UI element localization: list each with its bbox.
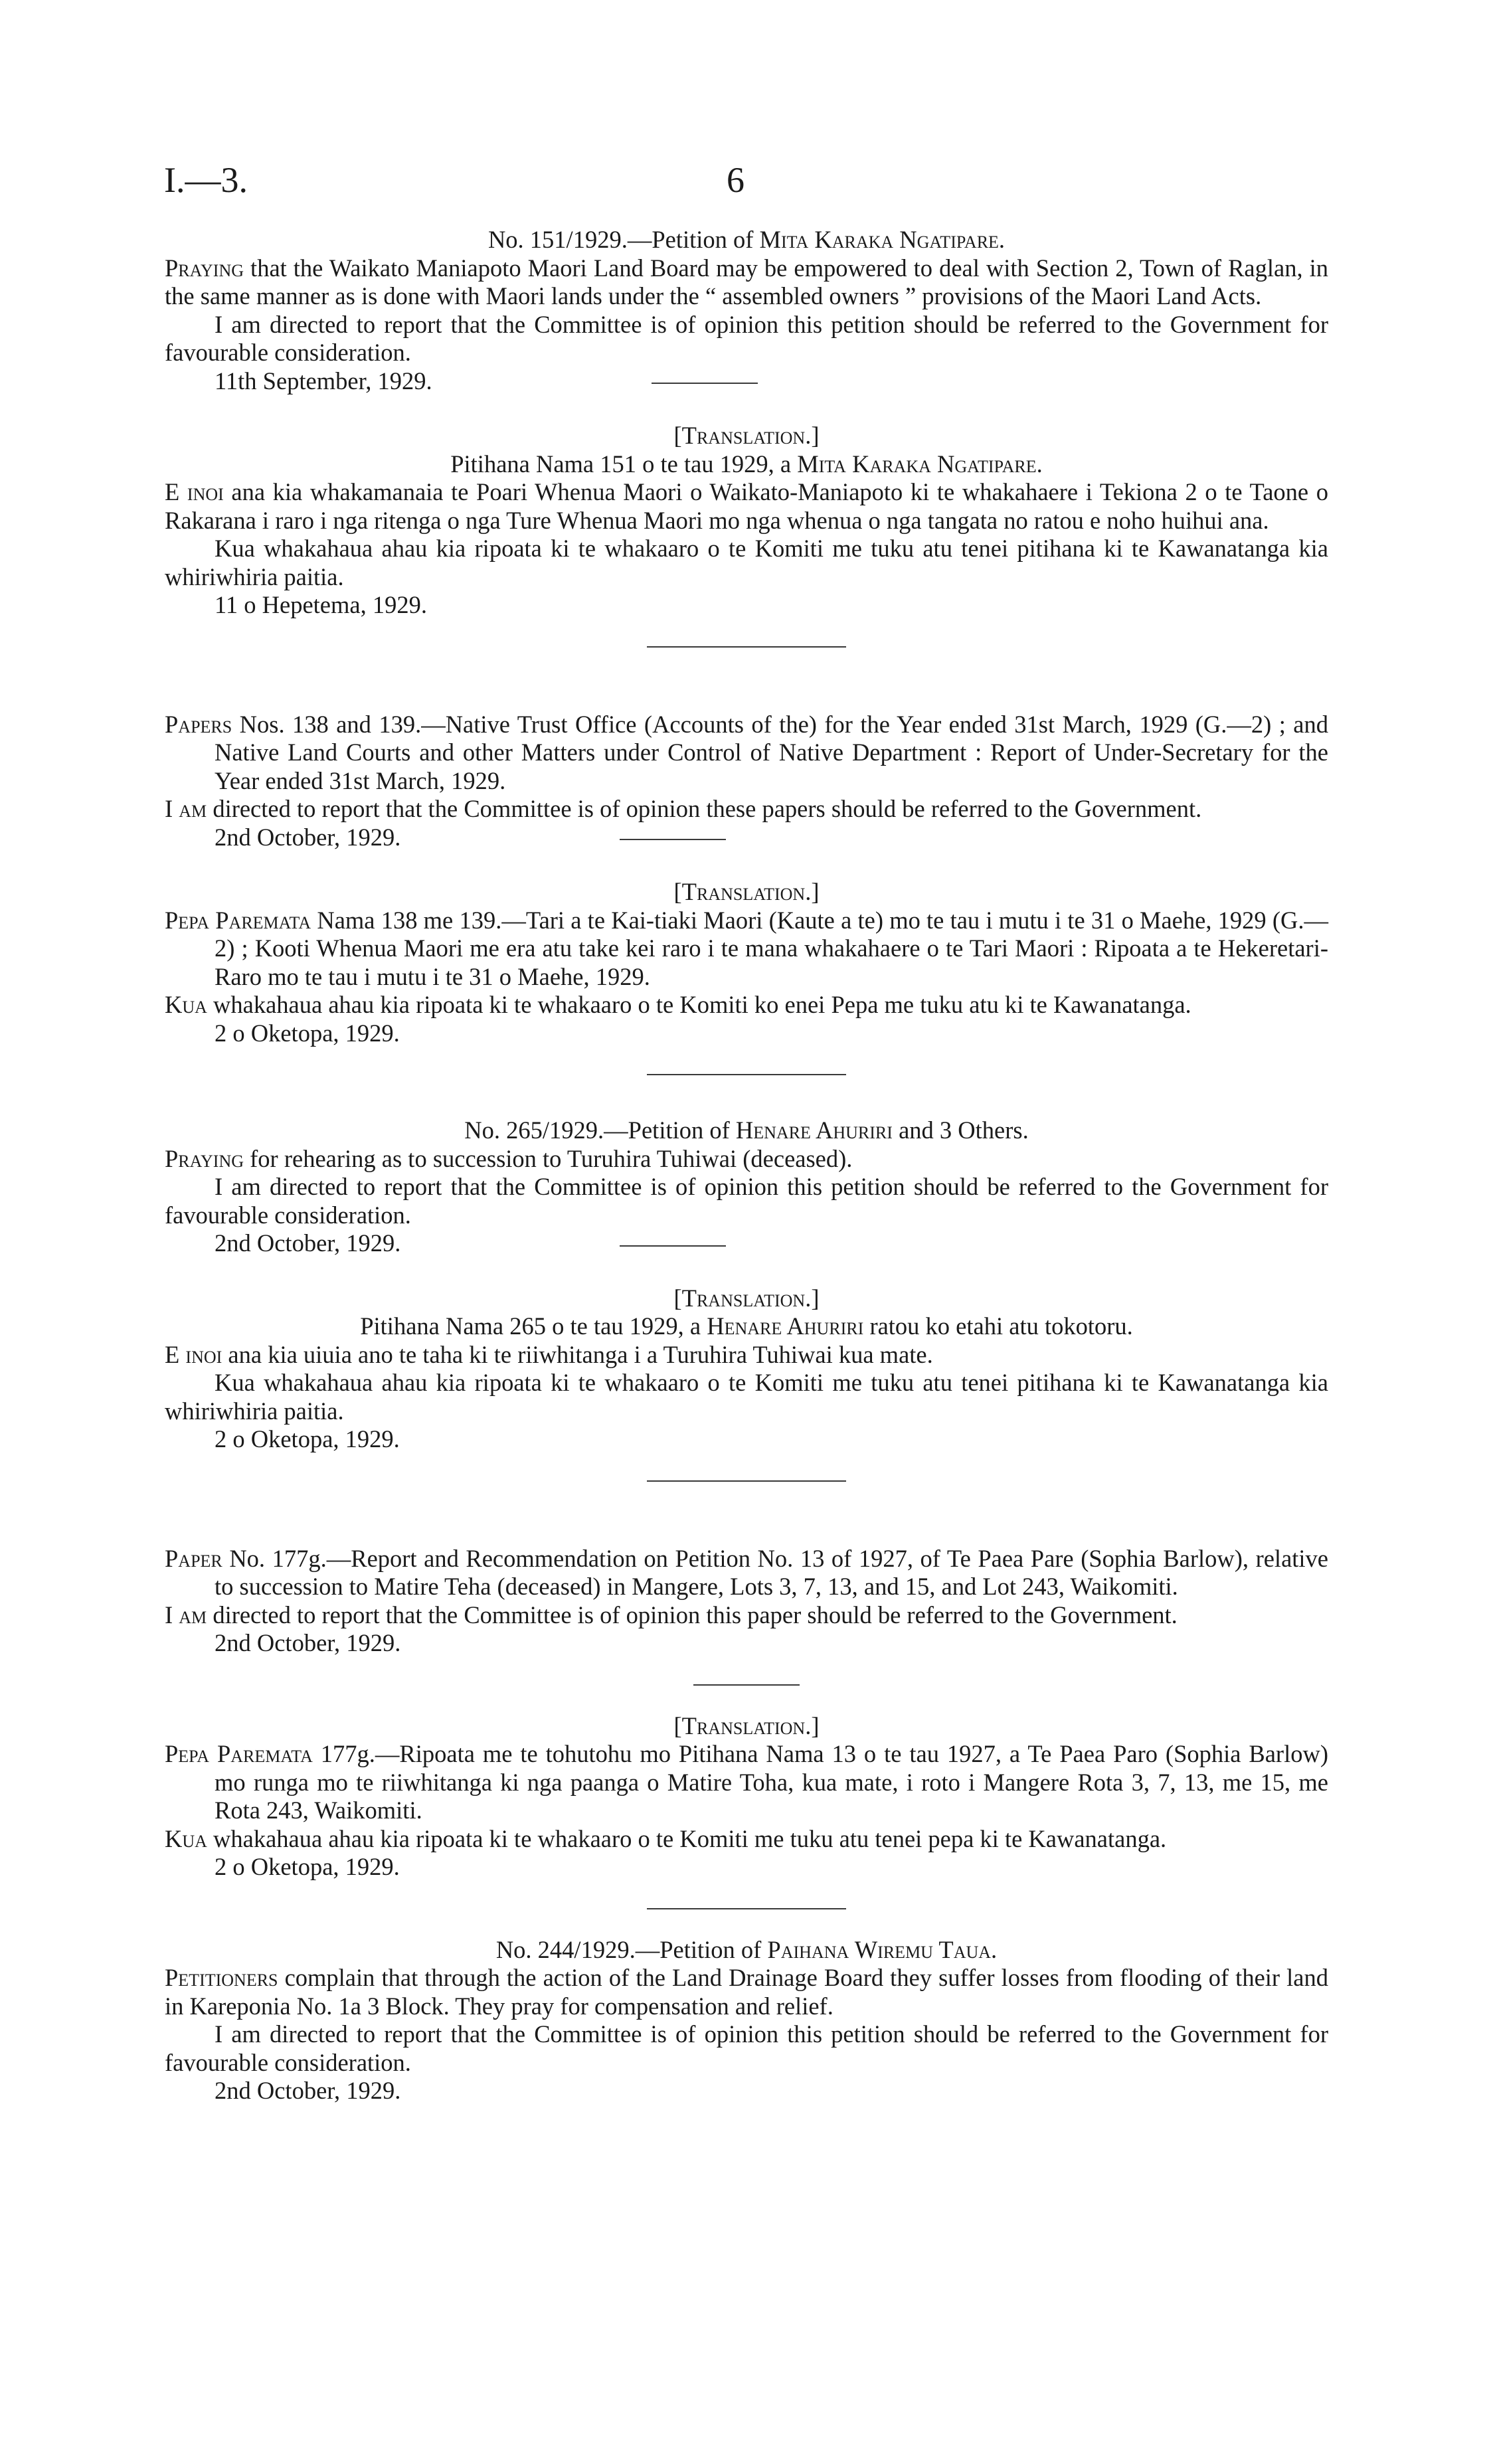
translation-heading: Pitihana Nama 265 o te tau 1929, a Henare Ahuriri ratou ko etahi atu tokotoru. (360, 1312, 1133, 1340)
committee-report: I am directed to report that the Committee is of opinion these papers should be referred to the Government. (165, 795, 1202, 822)
translation-text: Pepa Paremata Nama 138 me 139.—Tari a te Kai-tiaki Maori (Kaute a te) mo te tau i mutu i te 31 o Maehe, 1929 (G.—2) ; Kooti Whenua Maori me era atu take kei raro i te mana whakahaere o te Tari Maori : Ripoata a te Hekeretari-Raro mo te tau i mutu i te 31 o Maehe, 1929. (165, 906, 1329, 990)
translation-report: Kua whakahaua ahau kia ripoata ki te whakaaro o te Komiti ko enei Pepa me tuku atu ki te Kawanatanga. (165, 991, 1191, 1018)
translation-date: 2 o Oketopa, 1929. (215, 1425, 400, 1452)
petition-text: Praying for rehearing as to succession to Turuhira Tuhiwai (deceased). (165, 1144, 853, 1172)
translation-heading: Pitihana Nama 151 o te tau 1929, a Mita Karaka Ngatipare. (450, 450, 1043, 478)
translation-label: [Translation.] (673, 878, 820, 905)
report-date: 2nd October, 1929. (215, 2077, 401, 2104)
document-body (165, 226, 1328, 2105)
translation-label: [Translation.] (673, 1712, 820, 1739)
petitioner-name: Henare Ahuriri (735, 1116, 893, 1144)
paper-text: Paper No. 177g.—Report and Recommendation on Petition No. 13 of 1927, of Te Paea Pare (Sophia Barlow), relative to succession to Matire Teha (deceased) in Mangere, Lots 3, 7, 13, and 15, and Lot 243, Waikomiti. (165, 1544, 1328, 1600)
page-number: 6 (727, 160, 745, 200)
translation-label: [Translation.] (673, 1284, 820, 1312)
report-date: 2nd October, 1929. (215, 1629, 401, 1656)
page-reference: I.—3. (164, 160, 248, 200)
translation-date: 2 o Oketopa, 1929. (215, 1853, 400, 1880)
committee-report: I am directed to report that the Committee is of opinion this petition should be referred to the Government for favourable consideration. (165, 2020, 1328, 2076)
translation-text: Pepa Paremata 177g.—Ripoata me te tohutohu mo Pitihana Nama 13 o te tau 1927, a Te Paea Paro (Sophia Barlow) mo runga mo te riiwhitanga ki nga paanga o Matire Toha, kua mate, i roto i Mangere Rota 3, 7, 13, me 15, me Rota 243, Waikomiti. (165, 1740, 1328, 1824)
translation-label: [Translation.] (673, 422, 820, 449)
petition-heading: No. 151/1929.—Petition of Mita Karaka Ngatipare. (487, 226, 1006, 253)
petition-text: Praying that the Waikato Maniapoto Maori Land Board may be empowered to deal with Section 2, Town of Raglan, in the same manner as is done with Maori lands under the “ assembled owners ” provisions of the Maori Land Acts. (165, 254, 1328, 309)
translation-text: E inoi ana kia uiuia ano te taha ki te riiwhitanga i a Turuhira Tuhiwai kua mate. (165, 1340, 933, 1368)
petition-heading: No. 265/1929.—Petition of Henare Ahuriri and 3 Others. (464, 1116, 1029, 1144)
divider-short (620, 839, 726, 840)
petition-text: Petitioners complain that through the action of the Land Drainage Board they suffer losses from flooding of their land in Kareponia No. 1a 3 Block. They pray for compensation and relief. (165, 1964, 1328, 2020)
committee-report: I am directed to report that the Committee is of opinion this petition should be referred to the Government for favourable consideration. (165, 310, 1328, 366)
report-date: 11th September, 1929. (165, 367, 1328, 396)
report-date: 2nd October, 1929. (165, 824, 1328, 852)
committee-report: I am directed to report that the Committee is of opinion this paper should be referred to the Government. (165, 1601, 1178, 1628)
petitioner-name: Mita Karaka Ngatipare. (759, 226, 1006, 253)
translation-report: Kua whakahaua ahau kia ripoata ki te whakaaro o te Komiti me tuku atu tenei pitihana ki te Kawanatanga kia whiriwhiria paitia. (165, 535, 1328, 590)
translation-report: Kua whakahaua ahau kia ripoata ki te whakaaro o te Komiti me tuku atu tenei pepa ki te Kawanatanga. (165, 1824, 1167, 1852)
translation-date: 2 o Oketopa, 1929. (215, 1019, 400, 1047)
papers-text: Papers Nos. 138 and 139.—Native Trust Office (Accounts of the) for the Year ended 31st March, 1929 (G.—2) ; and Native Land Courts and other Matters under Control of Native Department : Report of Under-Secretary for the Year ended 31st March, 1929. (165, 710, 1328, 794)
petition-heading: No. 244/1929.—Petition of Paihana Wiremu Taua. (495, 1935, 998, 1963)
translation-text: E inoi ana kia whakamanaia te Poari Whenua Maori o Waikato-Maniapoto ki te whakahaere i Tekiona 2 o te Taone o Rakarana i raro i nga ritenga o nga Ture Whenua Maori mo nga whenua o nga tangata no ratou e noho huihui ana. (165, 478, 1328, 534)
translation-report: Kua whakahaua ahau kia ripoata ki te whakaaro o te Komiti me tuku atu tenei pitihana ki te Kawanatanga kia whiriwhiria paitia. (165, 1369, 1328, 1425)
petitioner-name: Paihana Wiremu Taua. (767, 1935, 998, 1963)
translation-date: 11 o Hepetema, 1929. (215, 591, 427, 618)
report-date: 2nd October, 1929. (165, 1229, 1328, 1258)
committee-report: I am directed to report that the Committee is of opinion this petition should be referred to the Government for favourable consideration. (165, 1173, 1328, 1229)
divider-short (652, 383, 758, 384)
divider-short (620, 1245, 726, 1247)
